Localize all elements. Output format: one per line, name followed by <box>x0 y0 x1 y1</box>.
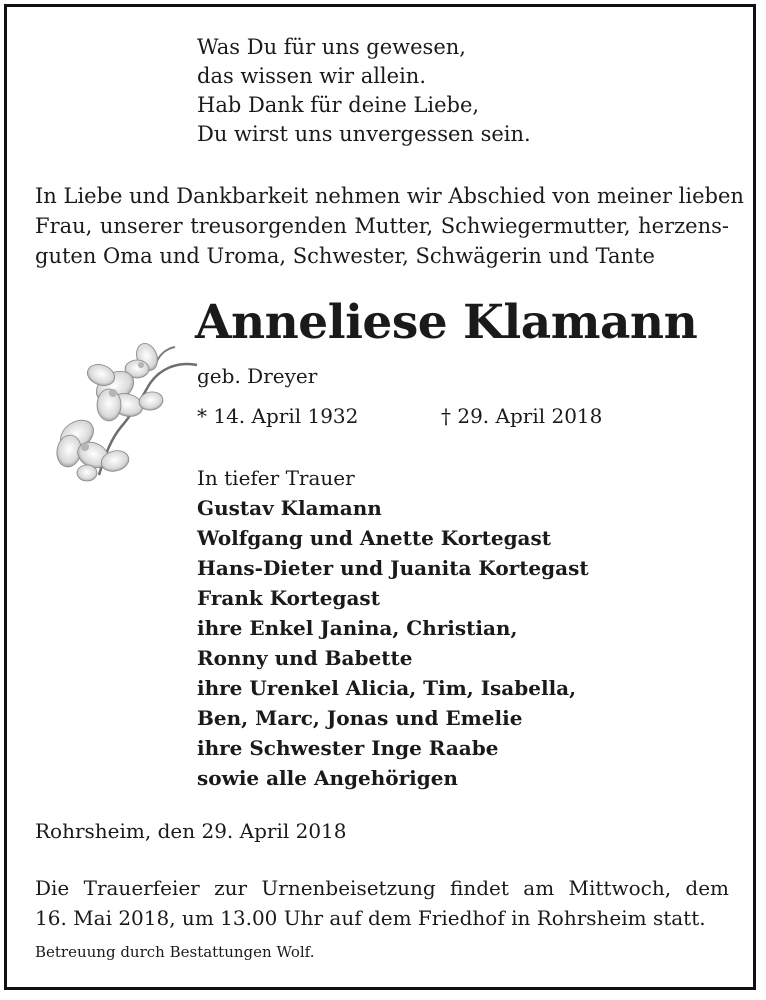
ceremony-line: Die Trauerfeier zur Urnenbeisetzung findet am Mittwoch, dem <box>35 876 729 900</box>
mourner: Gustav Klamann <box>197 496 382 520</box>
intro-line: guten Oma und Uroma, Schwester, Schwägerin und Tante <box>35 244 655 268</box>
mourner: Ben, Marc, Jonas und Emelie <box>197 706 523 730</box>
deceased-name: Anneliese Klamann <box>195 295 698 350</box>
death-date: † 29. April 2018 <box>441 404 603 428</box>
birth-date: * 14. April 1932 <box>197 404 359 428</box>
mourner: sowie alle Angehörigen <box>197 766 458 790</box>
ceremony-text <box>35 873 729 933</box>
poem <box>197 33 531 149</box>
poem-line: Du wirst uns unvergessen sein. <box>197 122 531 146</box>
mourner: ihre Enkel Janina, Christian, <box>197 616 518 640</box>
intro-text <box>35 181 744 271</box>
mourner: Wolfgang und Anette Kortegast <box>197 526 552 550</box>
mourner: Hans-Dieter und Juanita Kortegast <box>197 556 589 580</box>
birth-name: geb. Dreyer <box>197 364 318 388</box>
mourners-list <box>197 463 589 793</box>
poem-line: Was Du für uns gewesen, <box>197 35 466 59</box>
poem-line: Hab Dank für deine Liebe, <box>197 93 480 117</box>
ceremony-line: 16. Mai 2018, um 13.00 Uhr auf dem Friedhof in Rohrsheim statt. <box>35 906 706 930</box>
mourner: ihre Urenkel Alicia, Tim, Isabella, <box>197 676 577 700</box>
mourner: Ronny und Babette <box>197 646 413 670</box>
intro-line: In Liebe und Dankbarkeit nehmen wir Abschied von meiner lieben <box>35 184 744 208</box>
poem-line: das wissen wir allein. <box>197 64 426 88</box>
undertaker-note: Betreuung durch Bestattungen Wolf. <box>35 943 315 961</box>
mourner: ihre Schwester Inge Raabe <box>197 736 499 760</box>
orchid-icon <box>47 327 207 507</box>
obituary-card <box>4 4 756 990</box>
intro-line: Frau, unserer treusorgenden Mutter, Schwiegermutter, herzens- <box>35 214 729 238</box>
mourners-lead: In tiefer Trauer <box>197 466 355 490</box>
mourner: Frank Kortegast <box>197 586 380 610</box>
place-date: Rohrsheim, den 29. April 2018 <box>35 819 347 843</box>
